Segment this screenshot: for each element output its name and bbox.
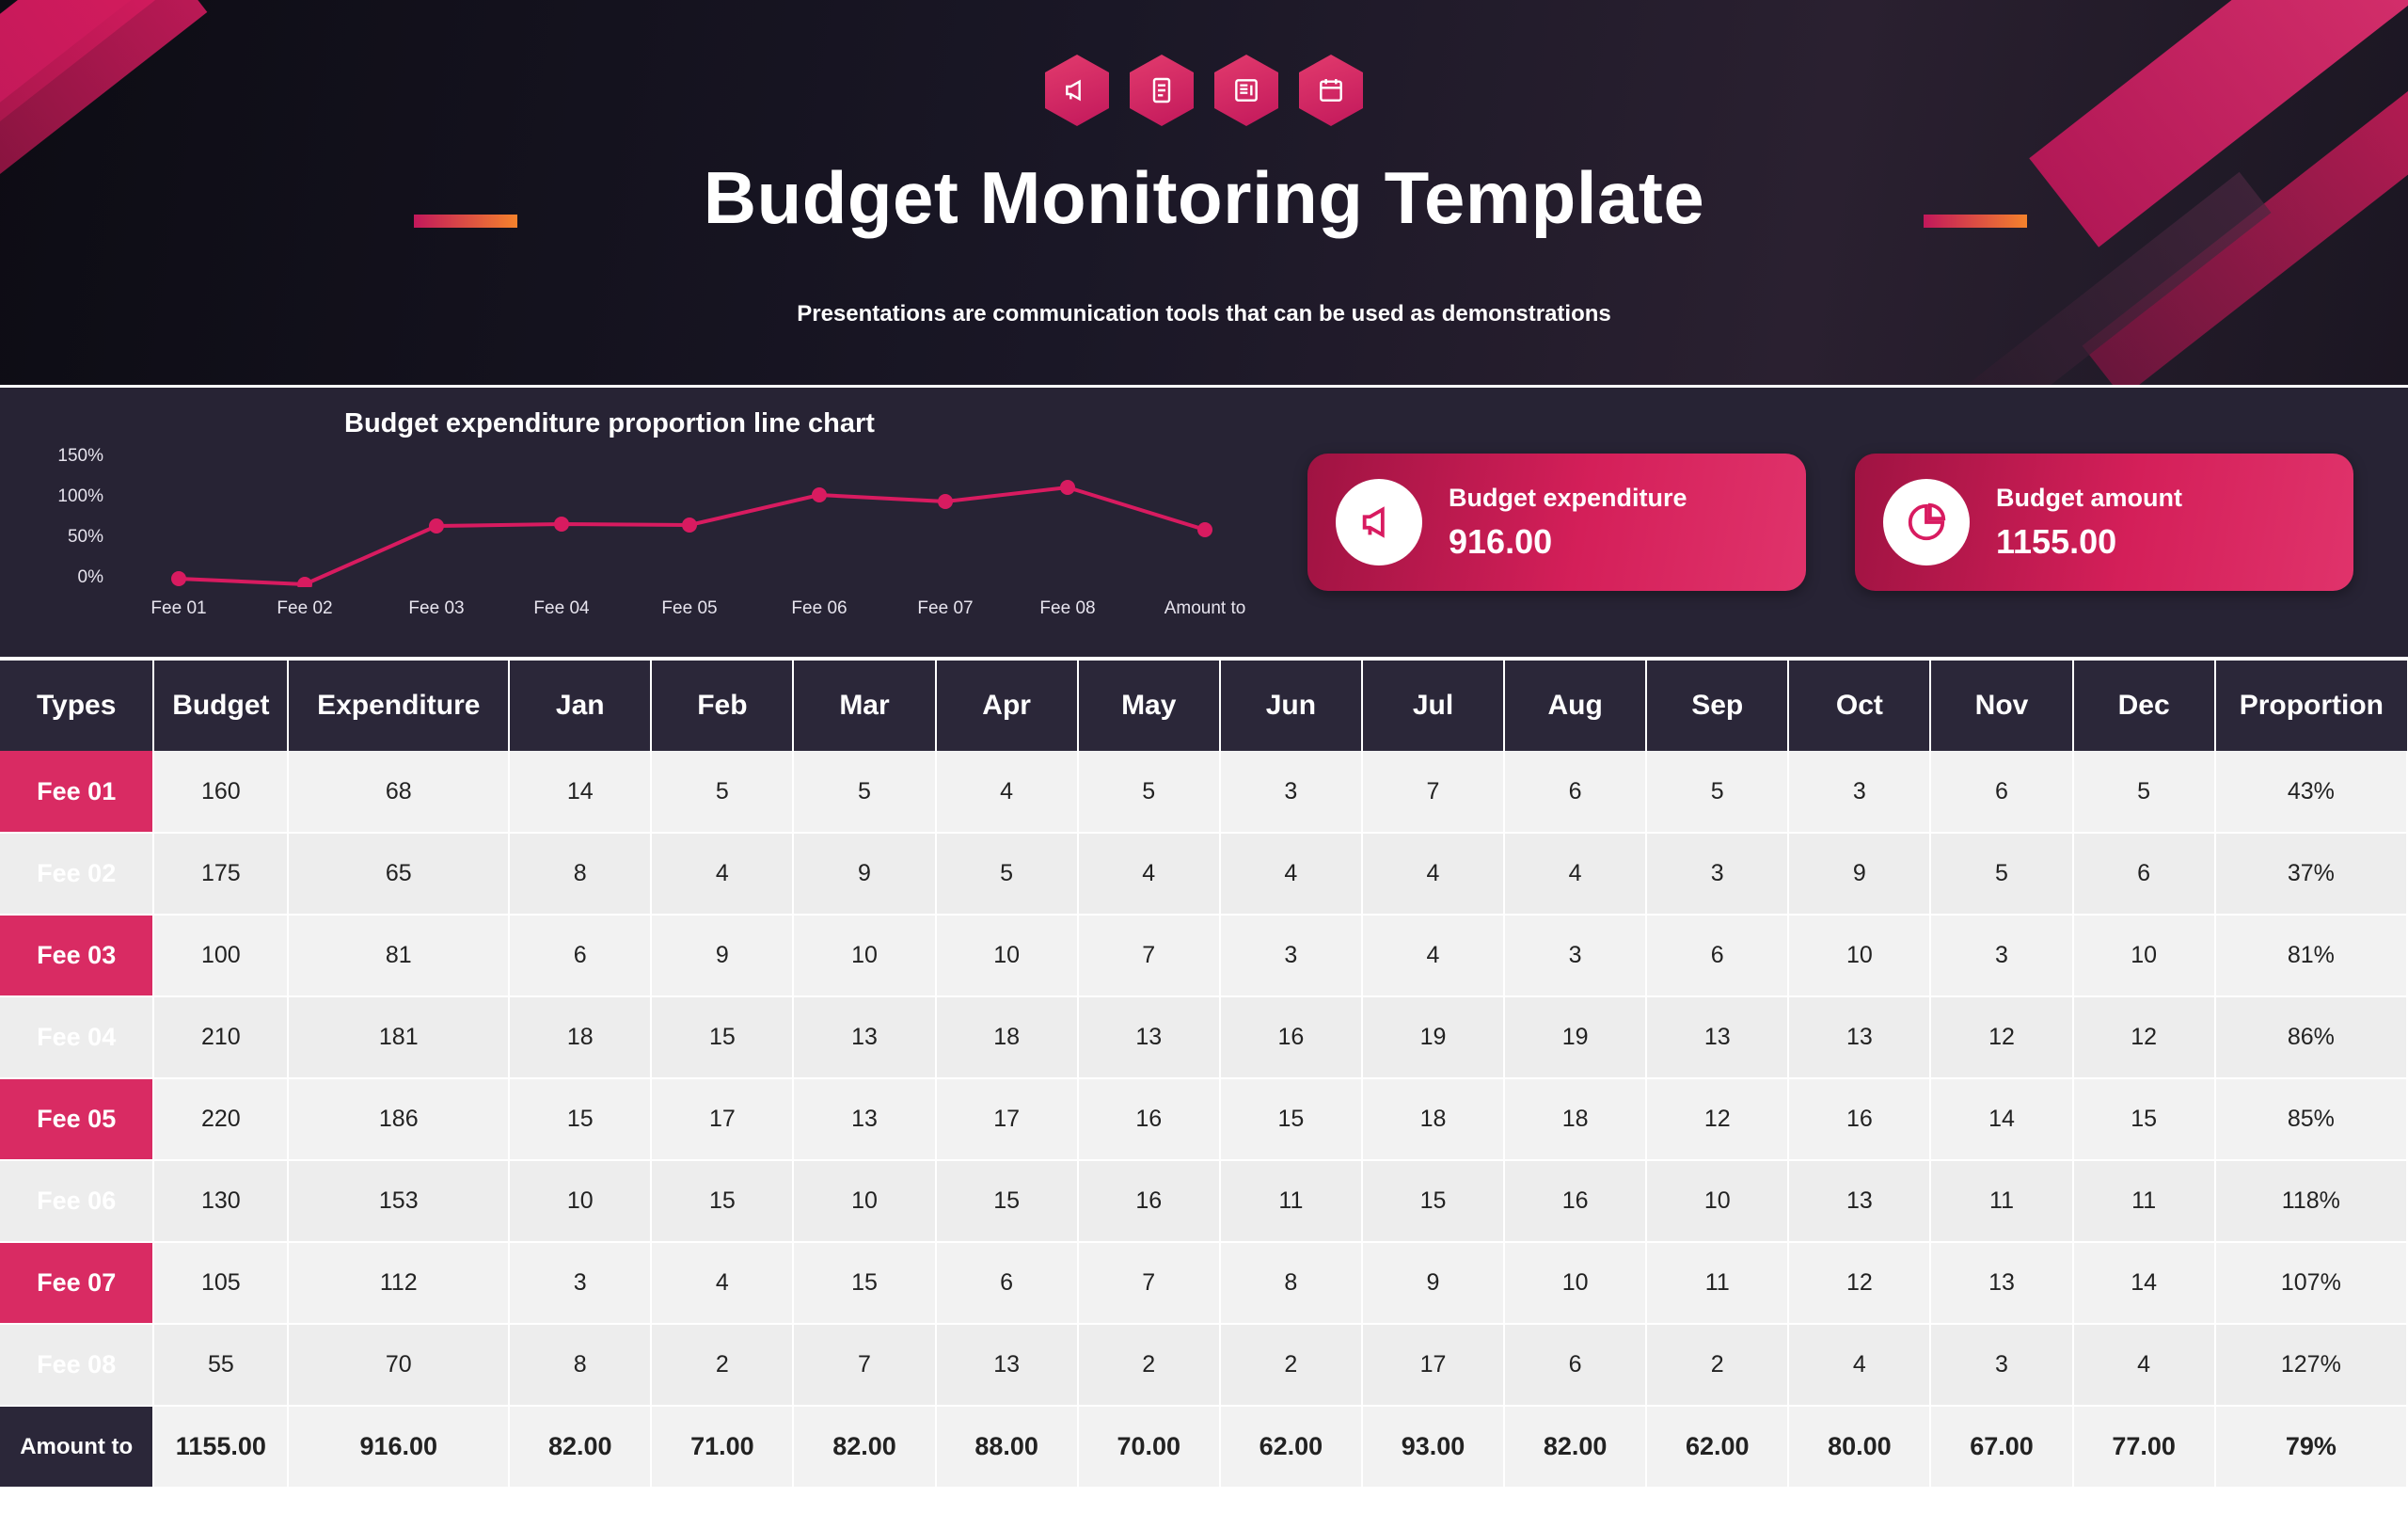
col-jan: Jan — [509, 661, 651, 751]
x-tick-2: Fee 03 — [408, 598, 465, 618]
row-label: Fee 08 — [0, 1324, 153, 1406]
cell: 4 — [2073, 1324, 2215, 1406]
chart-title: Budget expenditure proportion line chart — [344, 408, 875, 438]
chart-series-line — [0, 446, 1289, 587]
col-jul: Jul — [1362, 661, 1504, 751]
cell: 16 — [1220, 996, 1362, 1078]
cell: 3 — [1646, 833, 1788, 915]
cell: 2 — [1078, 1324, 1220, 1406]
x-tick-6: Fee 07 — [917, 598, 974, 618]
budget-table-wrapper — [0, 661, 2408, 1513]
cell: 8 — [509, 1324, 651, 1406]
cell: 2 — [1646, 1324, 1788, 1406]
y-tick-1: 100% — [57, 486, 103, 506]
col-budget: Budget — [153, 661, 288, 751]
cell: 9 — [793, 833, 935, 915]
cell: 5 — [793, 751, 935, 833]
cell: 4 — [1504, 833, 1646, 915]
cell: 15 — [936, 1160, 1078, 1242]
cell: 13 — [1788, 1160, 1930, 1242]
cell: 80.00 — [1788, 1406, 1930, 1488]
cell: 220 — [153, 1078, 288, 1160]
cell: 4 — [651, 1242, 793, 1324]
cell: 6 — [936, 1242, 1078, 1324]
cell: 15 — [2073, 1078, 2215, 1160]
cell: 13 — [1788, 996, 1930, 1078]
cell: 3 — [509, 1242, 651, 1324]
table-header-row — [0, 661, 2407, 751]
cell: 16 — [1078, 1160, 1220, 1242]
x-tick-5: Fee 06 — [791, 598, 848, 618]
cell: 65 — [288, 833, 509, 915]
col-jun: Jun — [1220, 661, 1362, 751]
cell: 13 — [1078, 996, 1220, 1078]
cell: 17 — [1362, 1324, 1504, 1406]
col-may: May — [1078, 661, 1220, 751]
cell: 2 — [651, 1324, 793, 1406]
cell: 81 — [288, 915, 509, 996]
cell: 4 — [651, 833, 793, 915]
cell: 3 — [1220, 751, 1362, 833]
cell: 14 — [1930, 1078, 2072, 1160]
cell: 3 — [1930, 915, 2072, 996]
cell: 10 — [509, 1160, 651, 1242]
cell: 4 — [1220, 833, 1362, 915]
y-tick-2: 50% — [67, 527, 103, 547]
cell: 11 — [1220, 1160, 1362, 1242]
cell: 82.00 — [509, 1406, 651, 1488]
cell: 4 — [1078, 833, 1220, 915]
cell: 70 — [288, 1324, 509, 1406]
cell: 175 — [153, 833, 288, 915]
cell: 160 — [153, 751, 288, 833]
cell: 4 — [1362, 833, 1504, 915]
cell: 8 — [509, 833, 651, 915]
cell: 5 — [651, 751, 793, 833]
cell: 13 — [936, 1324, 1078, 1406]
document-icon — [1130, 55, 1194, 126]
header-icon-row — [0, 55, 2408, 126]
cell: 3 — [1930, 1324, 2072, 1406]
table-row — [0, 833, 2407, 915]
row-label: Fee 06 — [0, 1160, 153, 1242]
cell: 70.00 — [1078, 1406, 1220, 1488]
cell: 7 — [1078, 915, 1220, 996]
cell: 71.00 — [651, 1406, 793, 1488]
cell: 11 — [1930, 1160, 2072, 1242]
row-label: Amount to — [0, 1406, 153, 1488]
cell: 19 — [1362, 996, 1504, 1078]
row-label: Fee 02 — [0, 833, 153, 915]
table-row — [0, 751, 2407, 833]
cell: 12 — [2073, 996, 2215, 1078]
table-row — [0, 915, 2407, 996]
cell: 6 — [2073, 833, 2215, 915]
cell: 12 — [1930, 996, 2072, 1078]
cell: 82.00 — [1504, 1406, 1646, 1488]
cell: 37% — [2215, 833, 2407, 915]
cell: 77.00 — [2073, 1406, 2215, 1488]
cell: 12 — [1788, 1242, 1930, 1324]
cell: 16 — [1078, 1078, 1220, 1160]
cell: 5 — [936, 833, 1078, 915]
cell: 10 — [1504, 1242, 1646, 1324]
cell: 7 — [793, 1324, 935, 1406]
cell: 118% — [2215, 1160, 2407, 1242]
megaphone-icon — [1045, 55, 1109, 126]
cell: 6 — [1646, 915, 1788, 996]
x-tick-0: Fee 01 — [150, 598, 207, 618]
x-tick-4: Fee 05 — [661, 598, 718, 618]
budget-table — [0, 661, 2408, 1489]
chart-plot-area — [0, 446, 1289, 644]
kpi-group — [1289, 388, 2353, 657]
table-total-row — [0, 1406, 2407, 1488]
cell: 17 — [936, 1078, 1078, 1160]
cell: 6 — [509, 915, 651, 996]
x-tick-3: Fee 04 — [533, 598, 590, 618]
cell: 6 — [1504, 751, 1646, 833]
cell: 11 — [2073, 1160, 2215, 1242]
cell: 9 — [1362, 1242, 1504, 1324]
cell: 5 — [2073, 751, 2215, 833]
cell: 62.00 — [1220, 1406, 1362, 1488]
cell: 9 — [1788, 833, 1930, 915]
cell: 16 — [1504, 1160, 1646, 1242]
cell: 10 — [1788, 915, 1930, 996]
cell: 17 — [651, 1078, 793, 1160]
pie-chart-icon — [1883, 479, 1970, 565]
cell: 15 — [793, 1242, 935, 1324]
cell: 4 — [1788, 1324, 1930, 1406]
col-expenditure: Expenditure — [288, 661, 509, 751]
cell: 3 — [1220, 915, 1362, 996]
x-tick-1: Fee 02 — [277, 598, 333, 618]
col-apr: Apr — [936, 661, 1078, 751]
cell: 85% — [2215, 1078, 2407, 1160]
cell: 82.00 — [793, 1406, 935, 1488]
cell: 18 — [1362, 1078, 1504, 1160]
cell: 13 — [1930, 1242, 2072, 1324]
calendar-icon — [1299, 55, 1363, 126]
megaphone-icon — [1336, 479, 1422, 565]
kpi-card-budget-amount[interactable] — [1855, 454, 2353, 591]
cell: 18 — [509, 996, 651, 1078]
col-oct: Oct — [1788, 661, 1930, 751]
cell: 105 — [153, 1242, 288, 1324]
cell: 181 — [288, 996, 509, 1078]
table-row — [0, 996, 2407, 1078]
kpi-label: Budget amount — [1996, 483, 2182, 512]
page-title: Budget Monitoring Template — [703, 156, 1705, 239]
cell: 9 — [651, 915, 793, 996]
cell: 3 — [1504, 915, 1646, 996]
row-label: Fee 04 — [0, 996, 153, 1078]
cell: 14 — [2073, 1242, 2215, 1324]
cell: 88.00 — [936, 1406, 1078, 1488]
cell: 2 — [1220, 1324, 1362, 1406]
cell: 6 — [1930, 751, 2072, 833]
col-feb: Feb — [651, 661, 793, 751]
slide-header — [0, 0, 2408, 388]
x-tick-7: Fee 08 — [1039, 598, 1096, 618]
table-row — [0, 1242, 2407, 1324]
cell: 4 — [1362, 915, 1504, 996]
cell: 10 — [2073, 915, 2215, 996]
table-row — [0, 1078, 2407, 1160]
cell: 112 — [288, 1242, 509, 1324]
cell: 6 — [1504, 1324, 1646, 1406]
cell: 13 — [1646, 996, 1788, 1078]
cell: 100 — [153, 915, 288, 996]
cell: 15 — [1362, 1160, 1504, 1242]
row-label: Fee 07 — [0, 1242, 153, 1324]
cell: 67.00 — [1930, 1406, 2072, 1488]
y-tick-0: 150% — [57, 446, 103, 466]
line-chart — [0, 388, 1289, 657]
cell: 10 — [793, 915, 935, 996]
x-tick-8: Amount to — [1164, 598, 1246, 618]
cell: 55 — [153, 1324, 288, 1406]
col-sep: Sep — [1646, 661, 1788, 751]
kpi-value: 916.00 — [1449, 521, 1553, 561]
cell: 68 — [288, 751, 509, 833]
cell: 10 — [936, 915, 1078, 996]
cell: 14 — [509, 751, 651, 833]
cell: 19 — [1504, 996, 1646, 1078]
cell: 916.00 — [288, 1406, 509, 1488]
cell: 16 — [1788, 1078, 1930, 1160]
cell: 153 — [288, 1160, 509, 1242]
cell: 15 — [651, 1160, 793, 1242]
cell: 3 — [1788, 751, 1930, 833]
cell: 13 — [793, 996, 935, 1078]
row-label: Fee 03 — [0, 915, 153, 996]
cell: 93.00 — [1362, 1406, 1504, 1488]
col-dec: Dec — [2073, 661, 2215, 751]
news-icon — [1214, 55, 1278, 126]
col-proportion: Proportion — [2215, 661, 2407, 751]
cell: 127% — [2215, 1324, 2407, 1406]
cell: 107% — [2215, 1242, 2407, 1324]
cell: 79% — [2215, 1406, 2407, 1488]
table-body — [0, 751, 2407, 1488]
cell: 7 — [1078, 1242, 1220, 1324]
cell: 15 — [509, 1078, 651, 1160]
cell: 130 — [153, 1160, 288, 1242]
cell: 186 — [288, 1078, 509, 1160]
table-row — [0, 1160, 2407, 1242]
cell: 4 — [936, 751, 1078, 833]
col-mar: Mar — [793, 661, 935, 751]
table-row — [0, 1324, 2407, 1406]
cell: 43% — [2215, 751, 2407, 833]
col-aug: Aug — [1504, 661, 1646, 751]
table-header — [0, 661, 2407, 751]
kpi-label: Budget expenditure — [1449, 483, 1687, 512]
kpi-card-budget-expenditure[interactable] — [1307, 454, 1806, 591]
col-nov: Nov — [1930, 661, 2072, 751]
cell: 18 — [1504, 1078, 1646, 1160]
row-label: Fee 05 — [0, 1078, 153, 1160]
cell: 5 — [1646, 751, 1788, 833]
cell: 8 — [1220, 1242, 1362, 1324]
cell: 15 — [651, 996, 793, 1078]
chart-kpi-band — [0, 388, 2408, 661]
page-subtitle: Presentations are communication tools that can be used as demonstrations — [797, 301, 1611, 326]
row-label: Fee 01 — [0, 751, 153, 833]
cell: 12 — [1646, 1078, 1788, 1160]
cell: 5 — [1930, 833, 2072, 915]
cell: 62.00 — [1646, 1406, 1788, 1488]
cell: 210 — [153, 996, 288, 1078]
col-types: Types — [0, 661, 153, 751]
kpi-value: 1155.00 — [1996, 521, 2117, 561]
cell: 7 — [1362, 751, 1504, 833]
cell: 18 — [936, 996, 1078, 1078]
cell: 10 — [793, 1160, 935, 1242]
cell: 81% — [2215, 915, 2407, 996]
cell: 11 — [1646, 1242, 1788, 1324]
cell: 5 — [1078, 751, 1220, 833]
cell: 86% — [2215, 996, 2407, 1078]
y-tick-3: 0% — [77, 567, 103, 587]
cell: 10 — [1646, 1160, 1788, 1242]
cell: 15 — [1220, 1078, 1362, 1160]
cell: 1155.00 — [153, 1406, 288, 1488]
cell: 13 — [793, 1078, 935, 1160]
